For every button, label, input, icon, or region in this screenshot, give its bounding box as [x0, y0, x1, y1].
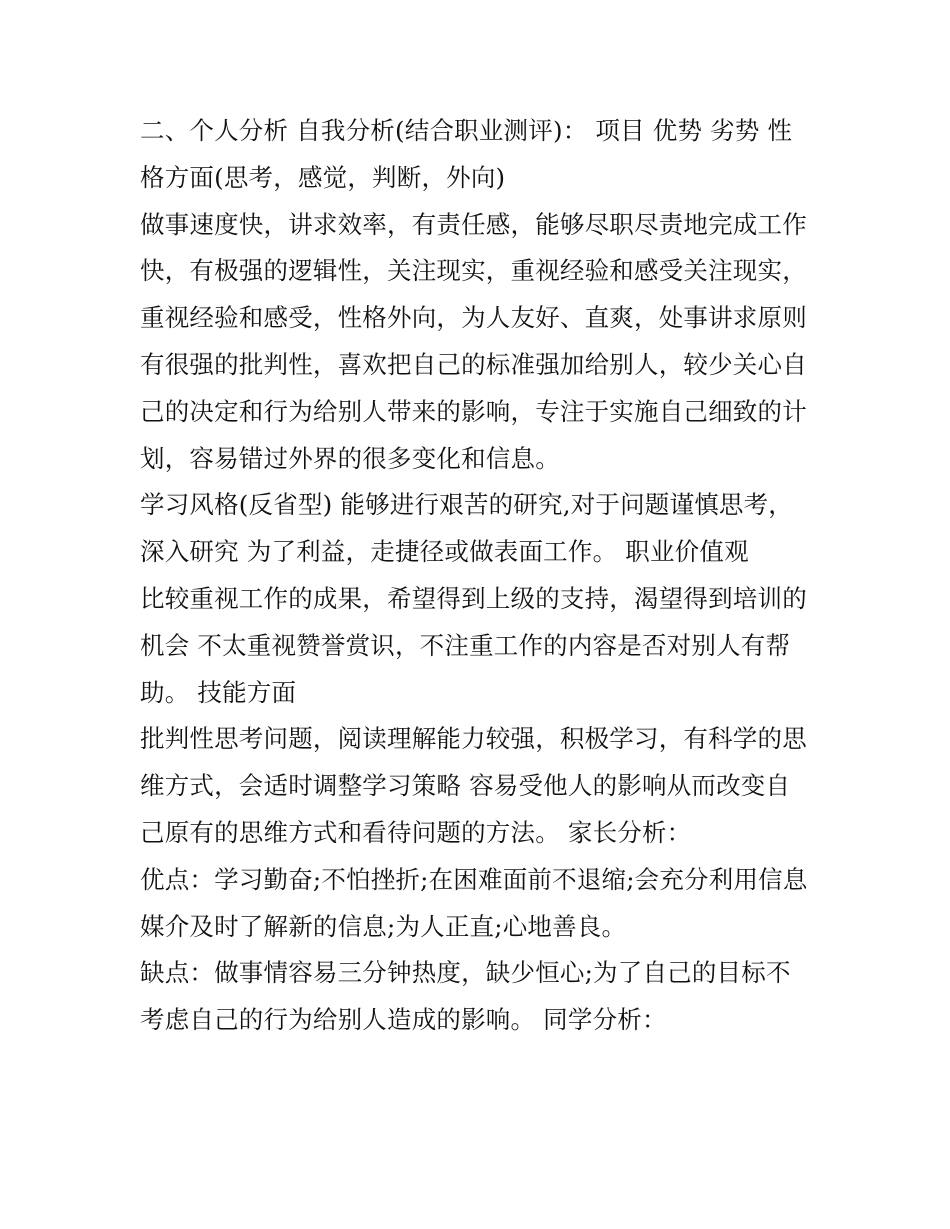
- text-line: 批判性思考问题，阅读理解能力较强，积极学习，有科学的思: [140, 724, 807, 754]
- text-line: 考虑自己的行为给别人造成的影响。 同学分析：: [140, 1005, 667, 1035]
- text-line: 己原有的思维方式和看待问题的方法。 家长分析：: [140, 817, 692, 847]
- text-line: 媒介及时了解新的信息;为人正直;心地善良。: [140, 911, 627, 941]
- text-line: 己的决定和行为给别人带来的影响，专注于实施自己细致的计: [140, 396, 807, 426]
- text-line: 缺点：做事情容易三分钟热度，缺少恒心;为了自己的目标不: [140, 958, 791, 988]
- text-line: 深入研究 为了利益，走捷径或做表面工作。 职业价值观: [140, 537, 749, 567]
- document-body: [140, 108, 820, 1044]
- text-line: 格方面(思考，感觉，判断，外向): [140, 162, 506, 192]
- text-line: 助。 技能方面: [140, 677, 297, 707]
- text-line: 维方式，会适时调整学习策略 容易受他人的影响从而改变自: [140, 771, 791, 801]
- text-line: 有很强的批判性，喜欢把自己的标准强加给别人，较少关心自: [140, 349, 807, 379]
- text-line: 划，容易错过外界的很多变化和信息。: [140, 443, 560, 473]
- text-line: 做事速度快，讲求效率，有责任感，能够尽职尽责地完成工作: [140, 209, 807, 239]
- text-line: 重视经验和感受，性格外向，为人友好、直爽，处事讲求原则: [140, 303, 807, 333]
- text-line: 机会 不太重视赞誉赏识，不注重工作的内容是否对别人有帮: [140, 630, 791, 660]
- text-line: 优点：学习勤奋;不怕挫折;在困难面前不退缩;会充分利用信息: [140, 864, 808, 894]
- text-line: 学习风格(反省型) 能够进行艰苦的研究,对于问题谨慎思考，: [140, 490, 793, 520]
- text-line: 二、个人分析 自我分析(结合职业测评)： 项目 优势 劣势 性: [140, 116, 793, 145]
- text-line: 比较重视工作的成果，希望得到上级的支持，渴望得到培训的: [140, 583, 807, 613]
- text-line: 快，有极强的逻辑性，关注现实，重视经验和感受关注现实，: [140, 256, 807, 286]
